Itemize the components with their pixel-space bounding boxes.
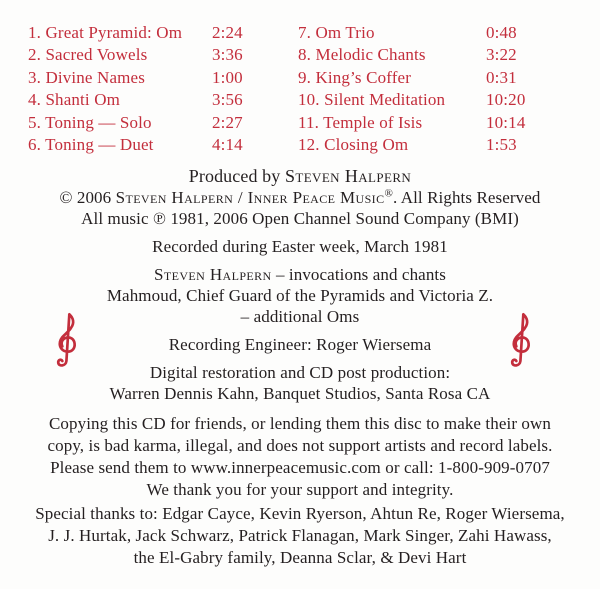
track-title: 7. Om Trio [298,23,375,42]
restoration-line-2: Warren Dennis Kahn, Banquet Studios, Santa Rosa CA [109,384,491,403]
recorded-line: Recorded during Easter week, March 1981 [152,237,448,256]
track-row [28,23,272,45]
track-time: 1:00 [212,67,243,87]
notice-line-4: We thank you for your support and integrity. [146,480,454,499]
track-row [28,135,272,157]
copyright-suffix: . All Rights Reserved [392,188,541,207]
track-title: 10. Silent Meditation [298,90,446,110]
track-title: 6. Toning — Duet [28,134,154,154]
produced-line [0,166,600,187]
track-time: 4:14 [212,134,243,154]
copyright-prefix: © 2006 [59,188,116,207]
track-row [298,68,548,90]
track-row [28,90,272,112]
track-title: 1. Great Pyramid: Om [28,23,183,42]
artist-name: Steven Halpern [154,265,272,284]
track-time: 10:14 [486,112,526,132]
restoration-line-1: Digital restoration and CD post production: [149,363,451,382]
track-title: 8. Melodic Chants [298,45,426,65]
track-time: 3:36 [212,45,243,65]
phonogram-line: All music ℗ 1981, 2006 Open Channel Sound Company (BMI) [81,209,519,228]
track-row [298,90,548,112]
thanks-line-1: Special thanks to: Edgar Cayce, Kevin Ryerson, Ahtun Re, Roger Wiersema, [35,504,565,523]
tracklist-left-column [28,23,272,157]
track-row [28,113,272,135]
producer-name: Steven Halpern [284,166,412,186]
copyright-names: Steven Halpern / Inner Peace Music [115,188,385,207]
artist-role: – invocations and chants [271,265,446,284]
thanks-line-3: the El-Gabry family, Deanna Sclar, & Devi Hart [133,548,467,567]
track-time: 0:31 [486,67,517,87]
artist-line [0,264,600,285]
track-row [298,45,548,67]
additional-oms-line-1: Mahmoud, Chief Guard of the Pyramids and Victoria Z. [106,286,494,305]
anti-piracy-notice [0,413,600,501]
track-row [298,113,548,135]
track-row [298,135,548,157]
track-time: 3:22 [486,45,517,65]
engineer-line: Recording Engineer: Roger Wiersema [168,335,432,354]
notice-line-1: Copying this CD for friends, or lending them this disc to make their own [48,414,552,433]
notice-line-2: copy, is bad karma, illegal, and does not support artists and record labels. [47,436,553,455]
copyright-line [0,187,600,208]
tracklist-right-column [298,23,548,157]
credits-block [0,166,600,569]
track-time: 2:27 [212,112,243,132]
track-title: 12. Closing Om [298,134,409,154]
track-title: 4. Shanti Om [28,90,120,110]
track-title: 2. Sacred Vowels [28,45,148,65]
track-title: 5. Toning — Solo [28,112,152,132]
track-title: 11. Temple of Isis [298,112,423,132]
track-title: 9. King’s Coffer [298,67,412,87]
track-time: 0:48 [486,23,517,42]
thanks-line-2: J. J. Hurtak, Jack Schwarz, Patrick Flanagan, Mark Singer, Zahi Hawass, [48,526,552,545]
track-time: 10:20 [486,90,526,110]
produced-prefix: Produced by [188,166,285,186]
track-title: 3. Divine Names [28,67,145,87]
notice-line-3: Please send them to www.innerpeacemusic.com or call: 1-800-909-0707 [50,458,550,477]
registered-mark: ® [384,187,393,200]
additional-oms-line-2: – additional Oms [240,307,360,326]
track-row [28,45,272,67]
track-time: 1:53 [486,134,517,154]
track-row [298,23,548,45]
track-time: 3:56 [212,90,243,110]
special-thanks [0,503,600,569]
track-row [28,68,272,90]
track-time: 2:24 [212,23,243,42]
